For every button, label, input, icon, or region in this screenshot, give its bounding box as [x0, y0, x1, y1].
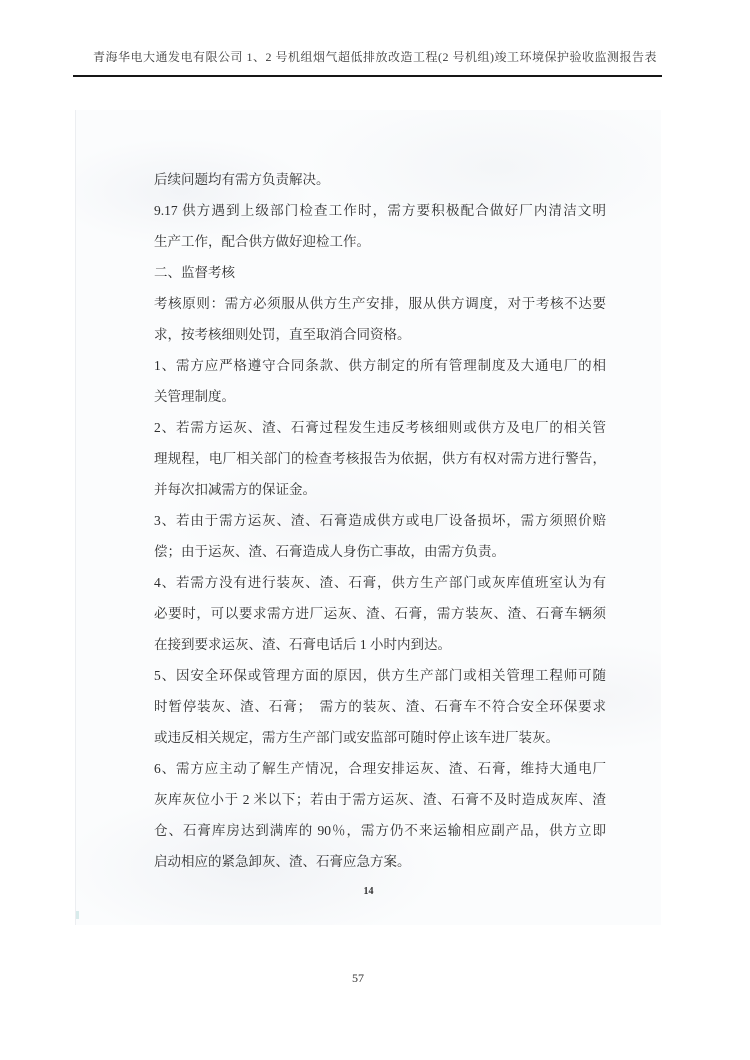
document-text [154, 164, 606, 877]
document-text-line: 理规程，电厂相关部门的检查考核报告为依据，供方有权对需方进行警告， [154, 451, 606, 466]
document-text-line: 灰库灰位小于 2 米以下；若由于需方运灰、渣、石膏不及时造成灰库、渣 [154, 792, 606, 807]
report-page-number: 57 [352, 971, 364, 985]
document-text-line: 5、因安全环保或管理方面的原因，供方生产部门或相关管理工程师可随 [154, 668, 606, 683]
document-text-line: 启动相应的紧急卸灰、渣、石膏应急方案。 [154, 854, 411, 869]
document-text-line: 9.17 供方遇到上级部门检查工作时，需方要积极配合做好厂内清洁文明 [154, 203, 606, 218]
scanned-page-number: 14 [363, 886, 374, 897]
document-text-line: 4、若需方没有进行装灰、渣、石膏，供方生产部门或灰库值班室认为有 [154, 575, 606, 590]
document-text-line: 在接到要求运灰、渣、石膏电话后 1 小时内到达。 [154, 637, 451, 652]
document-text-line: 时暂停装灰、渣、石膏； 需方的装灰、渣、石膏车不符合安全环保要求 [154, 699, 606, 714]
document-text-line: 求，按考核细则处罚，直至取消合同资格。 [154, 327, 411, 342]
running-header-title: 青海华电大通发电有限公司 1、2 号机组烟气超低排放改造工程(2 号机组)竣工环境保护验收监测报告表 [93, 50, 657, 64]
document-text-line: 偿；由于运灰、渣、石膏造成人身伤亡事故，由需方负责。 [154, 544, 505, 559]
document-text-line: 考核原则：需方必须服从供方生产安排，服从供方调度，对于考核不达要 [154, 296, 606, 311]
scan-edge-artifact [76, 911, 79, 919]
document-text-line: 仓、石膏库房达到满库的 90％，需方仍不来运输相应副产品，供方立即 [154, 823, 606, 838]
document-text-line: 必要时，可以要求需方进厂运灰、渣、石膏，需方装灰、渣、石膏车辆须 [154, 606, 606, 621]
document-text-line: 6、需方应主动了解生产情况，合理安排运灰、渣、石膏，维持大通电厂 [154, 761, 606, 776]
document-text-line: 1、需方应严格遵守合同条款、供方制定的所有管理制度及大通电厂的相 [154, 358, 606, 373]
document-text-line: 并每次扣减需方的保证金。 [154, 482, 316, 497]
document-text-line: 后续问题均有需方负责解决。 [154, 172, 330, 187]
document-text-line: 或违反相关规定，需方生产部门或安监部可随时停止该车进厂装灰。 [154, 730, 559, 745]
document-text-line: 3、若由于需方运灰、渣、石膏造成供方或电厂设备损坏，需方须照价赔 [154, 513, 606, 528]
scanned-document-image [75, 110, 661, 925]
document-text-line: 二、监督考核 [154, 265, 235, 280]
document-text-line: 生产工作，配合供方做好迎检工作。 [154, 234, 370, 249]
document-text-line: 关管理制度。 [154, 389, 235, 404]
header-divider-rule [73, 75, 662, 77]
document-text-line: 2、若需方运灰、渣、石膏过程发生违反考核细则或供方及电厂的相关管 [154, 420, 606, 435]
